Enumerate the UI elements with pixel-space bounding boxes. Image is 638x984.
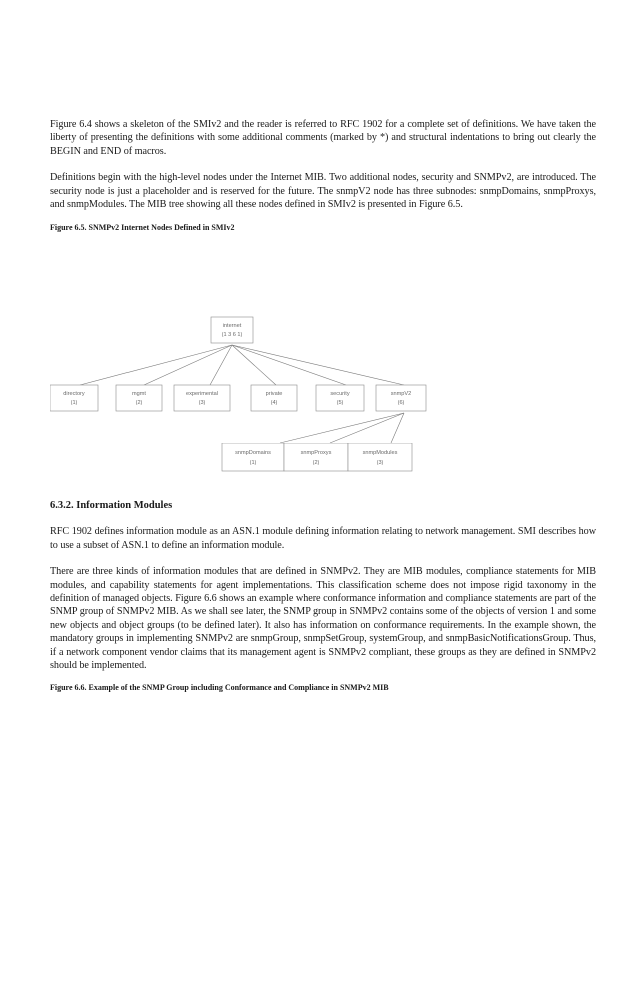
node-snmpv2-label: snmpV2 xyxy=(390,391,412,398)
document-page xyxy=(50,118,596,692)
node-snmpdomains-label: snmpDomains xyxy=(235,450,271,457)
figure-6-5-caption: Figure 6.5. SNMPv2 Internet Nodes Defined in SMIv2 xyxy=(50,223,235,233)
node-security-label: security xyxy=(330,391,350,398)
node-snmpmodules-num: (3) xyxy=(376,460,384,467)
node-snmpmodules xyxy=(348,443,412,471)
node-private-label: private xyxy=(265,391,283,398)
node-private-num: (4) xyxy=(270,400,278,407)
paragraph-3: RFC 1902 defines information module as an ASN.1 module defining information relating to network management. SMI describes how to use a subset of ASN.1 to define an information module. xyxy=(50,526,596,551)
node-snmpv2-num: (6) xyxy=(397,400,405,407)
node-experimental-label: experimental xyxy=(185,391,219,398)
mib-tree-diagram xyxy=(50,261,596,444)
section-heading: 6.3.2. Information Modules xyxy=(50,500,173,512)
node-snmpproxys-label: snmpProxys xyxy=(300,450,332,457)
node-snmpproxys xyxy=(284,443,348,471)
node-mgmt-label: mgmt xyxy=(132,391,146,398)
paragraph-1: Figure 6.4 shows a skeleton of the SMIv2 and the reader is referred to RFC 1902 for a complete set of definitions. We have taken the liberty of presenting the definitions with some additional comments (marked by *) and structural indentations to bring out clearly the BEGIN and END of macros. xyxy=(50,119,596,157)
paragraph-2: Definitions begin with the high-level nodes under the Internet MIB. Two additional nodes, security and SNMPv2, are introduced. The security node is just a placeholder and is reserved for the future. The snmpV2 node has three subnodes: snmpDomains, snmpProxys, and snmpModules. The MIB tree showing all these nodes defined in SMIv2 is presented in Figure 6.5. xyxy=(50,172,596,211)
subnode-svg xyxy=(50,443,596,473)
node-snmpmodules-label: snmpModules xyxy=(362,450,398,457)
node-security xyxy=(316,385,364,411)
node-experimental-num: (3) xyxy=(198,400,206,407)
paragraph-4: There are three kinds of information modules that are defined in SNMPv2. They are MIB modules, compliance statements for MIB modules, and capability statements for agent implementations. This classification scheme does not impose rigid taxonomy in the definition of managed objects. Figure 6.6 shows an example where conformance information and compliance statements are part of the SNMP group of SNMPv2 MIB. As we shall see later, the SNMP group in SNMPv2 contains some of the objects of version 1 and some new objects and object groups (to be defined later). It also has information on conformance requirements. In the example shown, the mandatory groups in implementing SNMPv2 are snmpGroup, snmpSetGroup, systemGroup, and snmpBasicNotificationsGroup. Thus, if a network component vendor claims that its management agent is SNMPv2 compliant, these groups as they are defined in SNMPv2 should be implemented. xyxy=(50,566,596,672)
node-snmpdomains-num: (1) xyxy=(249,460,257,467)
node-mgmt-num: (2) xyxy=(135,400,143,407)
node-snmpv2 xyxy=(376,385,426,411)
node-directory-num: (1) xyxy=(70,400,78,407)
node-internet-label: internet xyxy=(222,323,242,330)
node-snmpproxys-num: (2) xyxy=(312,460,320,467)
mib-tree-svg xyxy=(50,261,596,444)
node-directory-label: directory xyxy=(63,391,85,398)
node-internet-oid: (1 3 6 1) xyxy=(221,332,243,339)
figure-6-6-caption: Figure 6.6. Example of the SNMP Group including Conformance and Compliance in SNMPv2 MIB xyxy=(50,682,389,692)
node-security-num: (5) xyxy=(336,400,344,407)
node-mgmt xyxy=(116,385,162,411)
node-experimental xyxy=(174,385,230,411)
node-directory xyxy=(50,385,98,411)
node-snmpdomains xyxy=(222,443,284,471)
node-private xyxy=(251,385,297,411)
node-internet xyxy=(211,317,253,343)
